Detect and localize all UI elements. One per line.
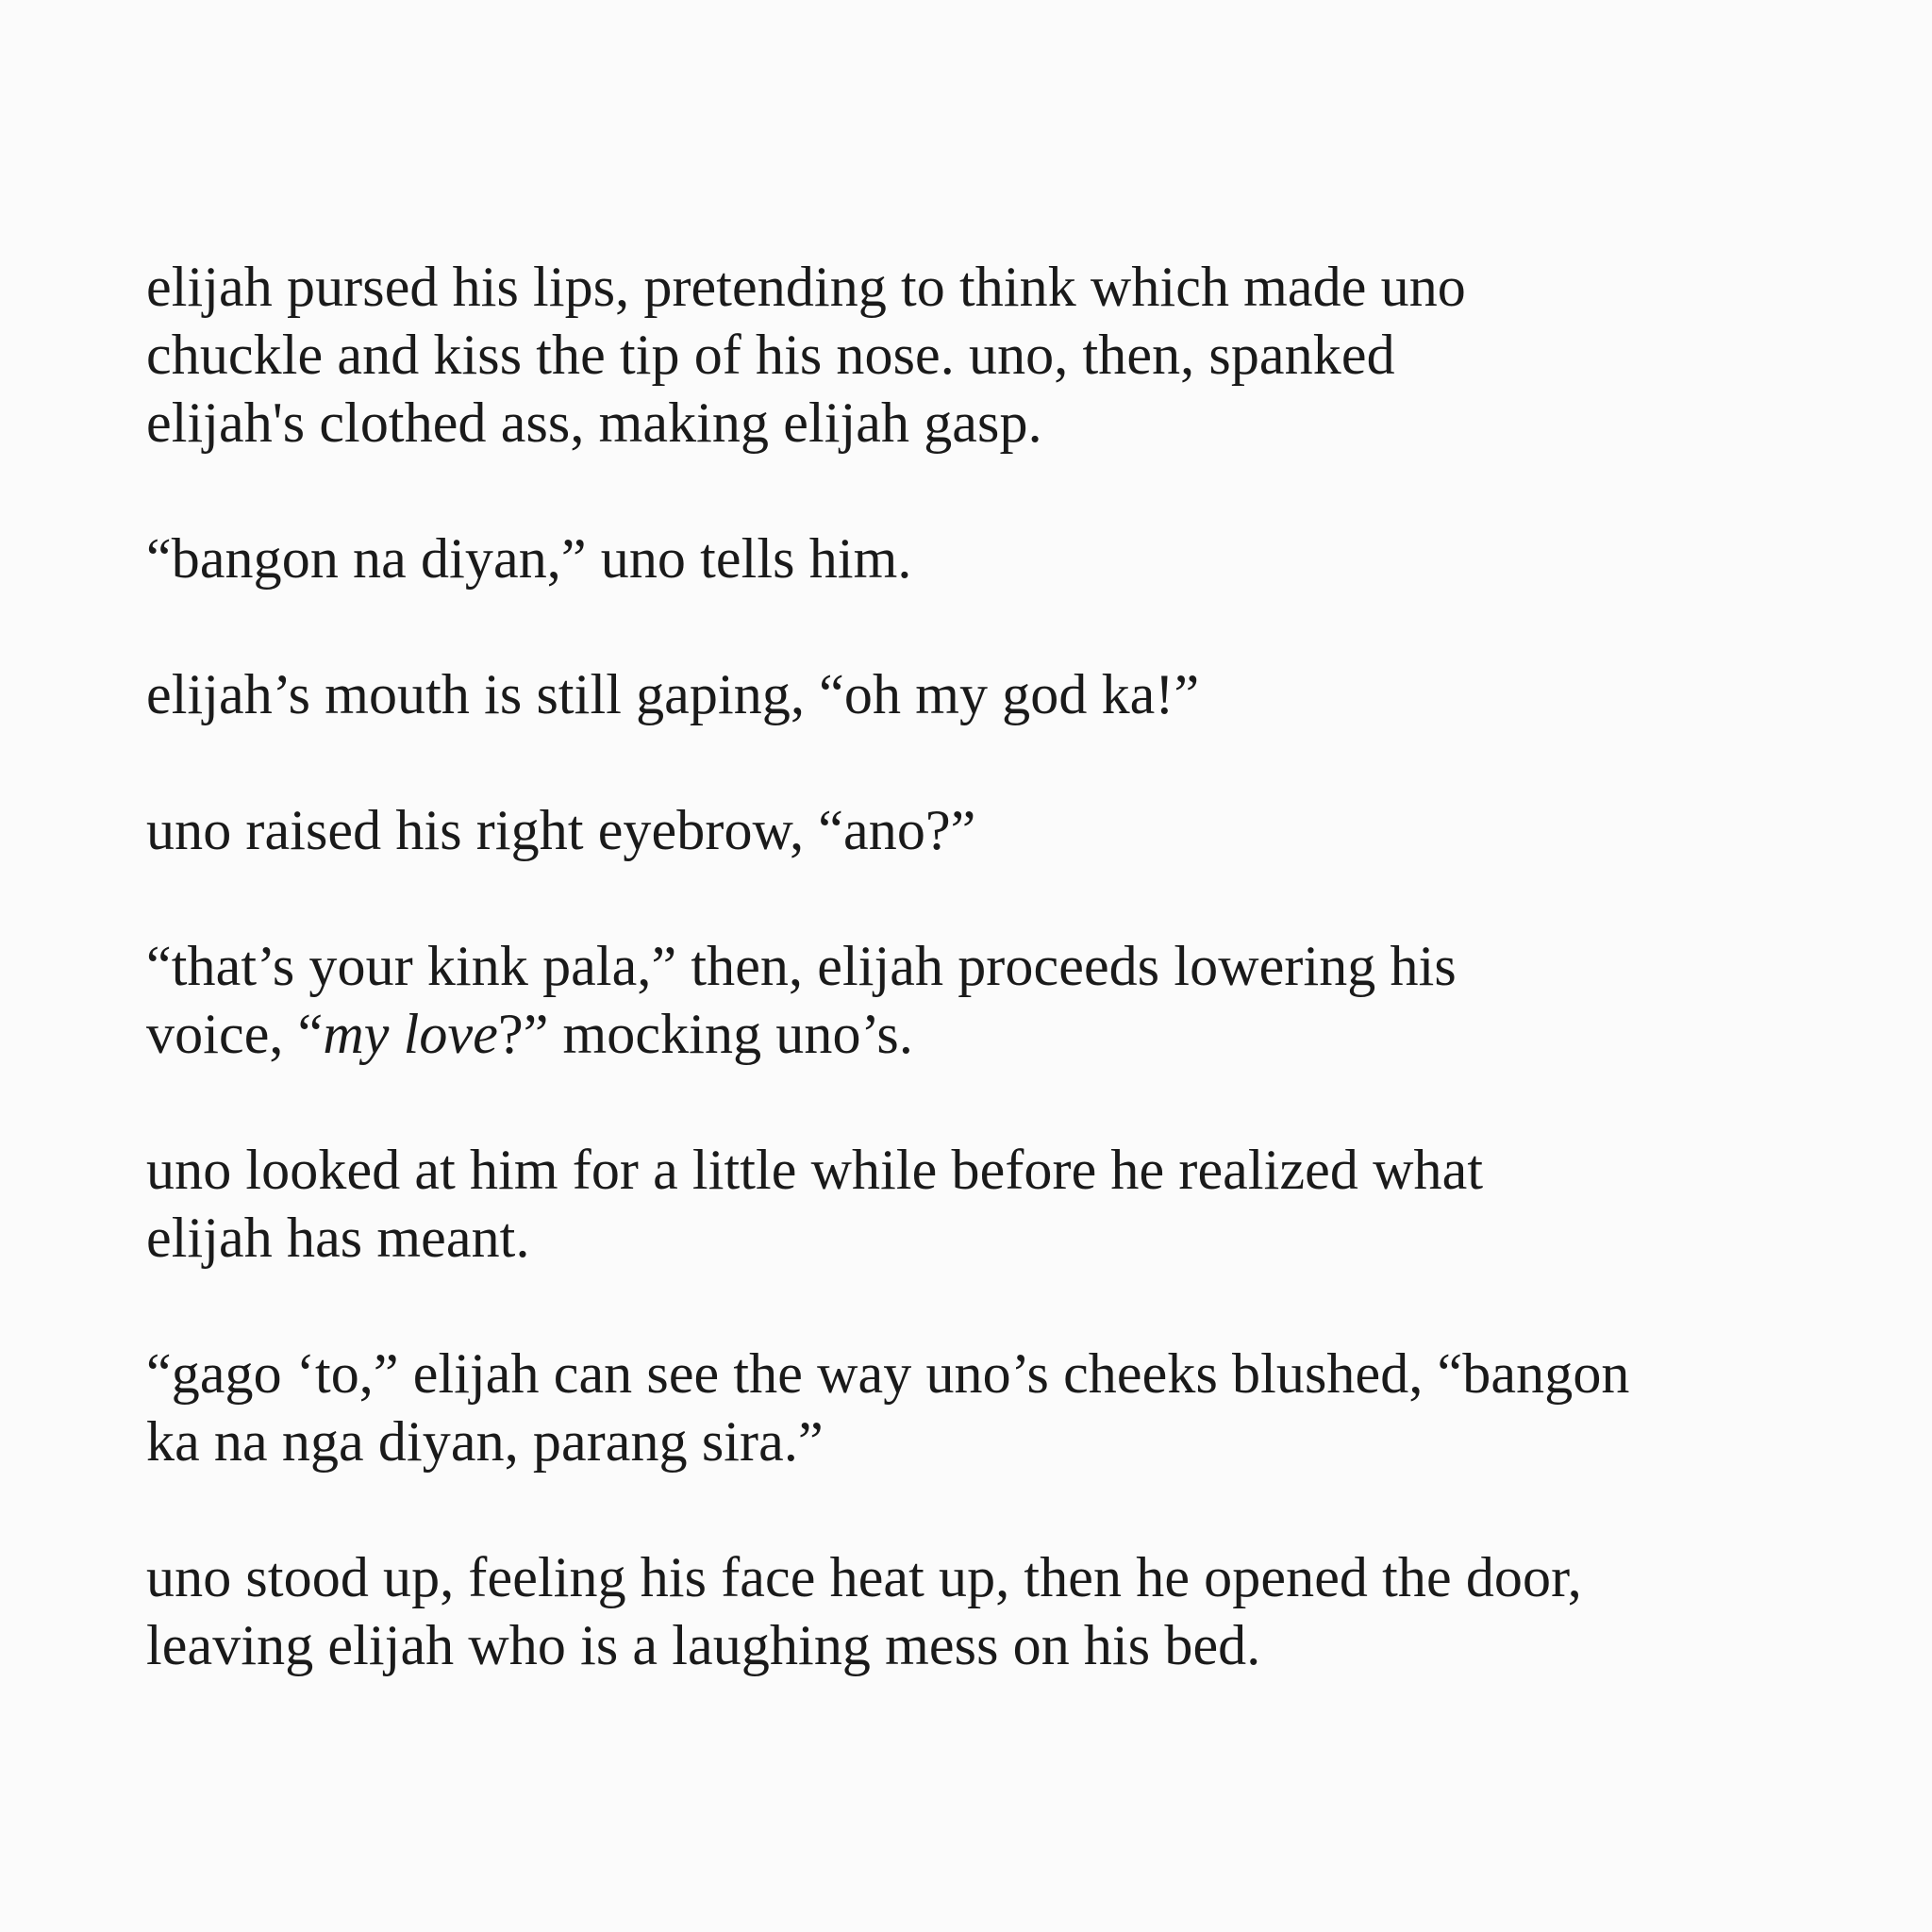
text-line: “bangon na diyan,” uno tells him. xyxy=(146,527,912,590)
paragraph-2 xyxy=(146,525,1807,592)
text-line: uno raised his right eyebrow, “ano?” xyxy=(146,799,976,861)
text-line: uno looked at him for a little while before he realized what xyxy=(146,1139,1484,1201)
text-line: elijah pursed his lips, pretending to think which made uno xyxy=(146,256,1466,318)
story-text xyxy=(146,253,1807,1679)
paragraph-7 xyxy=(146,1340,1807,1475)
paragraph-8 xyxy=(146,1543,1807,1679)
text-fragment: voice, “ xyxy=(146,1003,324,1065)
text-fragment: ?” mocking uno’s. xyxy=(497,1003,913,1065)
italic-text: my love xyxy=(323,1003,498,1065)
text-line: “that’s your kink pala,” then, elijah proceeds lowering his xyxy=(146,935,1457,997)
paragraph-4 xyxy=(146,796,1807,864)
text-line: leaving elijah who is a laughing mess on his bed. xyxy=(146,1614,1261,1676)
text-line: elijah’s mouth is still gaping, “oh my god ka!” xyxy=(146,663,1200,725)
paragraph-3 xyxy=(146,660,1807,728)
paragraph-6 xyxy=(146,1136,1807,1272)
text-line: uno stood up, feeling his face heat up, then he opened the door, xyxy=(146,1546,1582,1608)
paragraph-1 xyxy=(146,253,1807,457)
paragraph-5 xyxy=(146,932,1807,1068)
text-line xyxy=(146,1000,1807,1068)
text-line: “gago ‘to,” elijah can see the way uno’s cheeks blushed, “bangon xyxy=(146,1342,1630,1405)
text-line: ka na nga diyan, parang sira.” xyxy=(146,1410,824,1473)
text-line: chuckle and kiss the tip of his nose. uno, then, spanked xyxy=(146,324,1395,386)
text-line: elijah has meant. xyxy=(146,1207,530,1269)
text-line: elijah's clothed ass, making elijah gasp. xyxy=(146,391,1042,454)
